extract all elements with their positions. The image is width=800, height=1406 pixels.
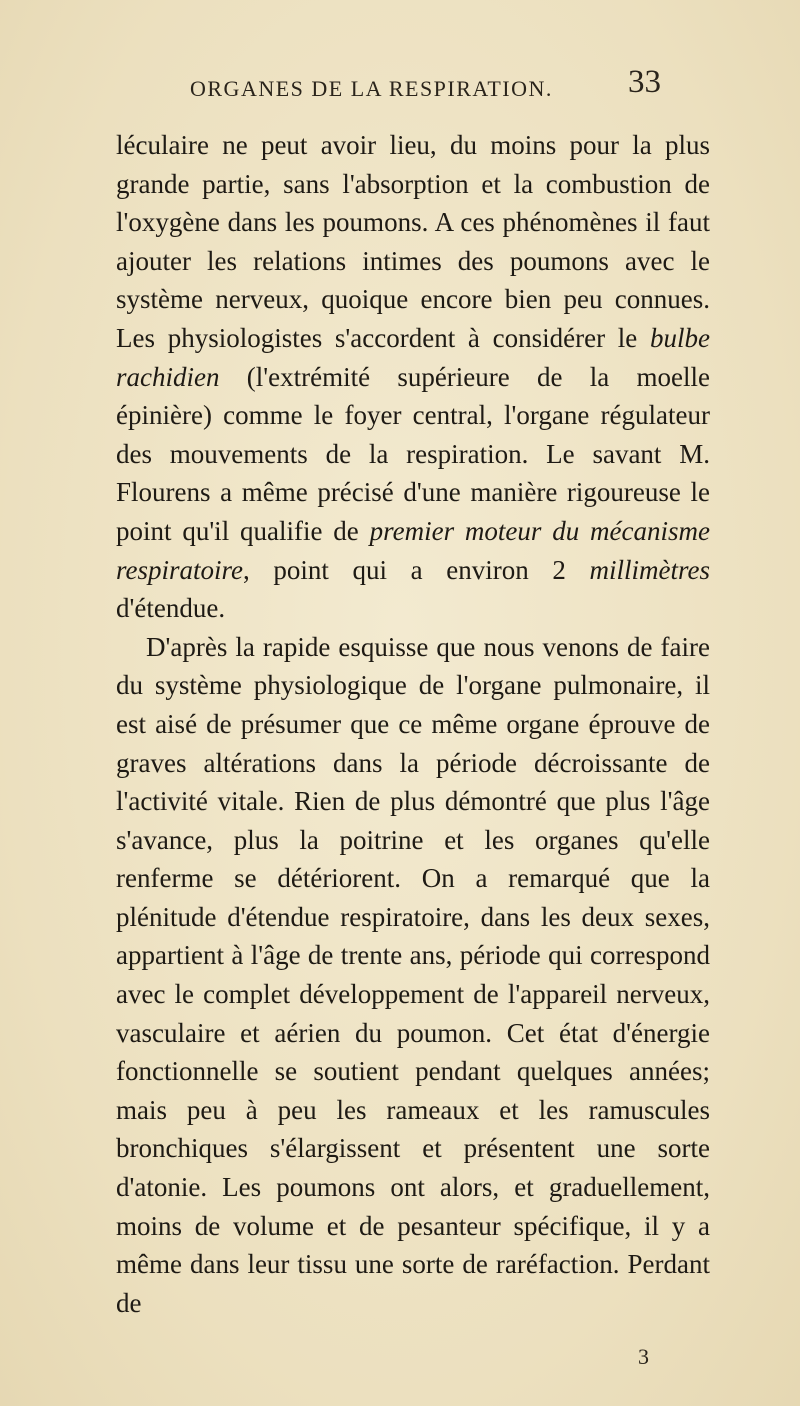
italic-term-millimetres: millimètres	[589, 554, 710, 585]
paragraph-1-text-c: , point qui a environ 2	[243, 554, 590, 585]
paragraph-1-text-d: d'étendue.	[116, 593, 226, 624]
italic-term-bulbe-rachidien: bulbe rachidien	[116, 322, 710, 392]
italic-term-premier-moteur: premier moteur du mécanisme respiratoire	[116, 515, 710, 585]
running-title: ORGANES DE LA RESPIRATION.	[190, 76, 553, 101]
signature-mark: 3	[638, 1344, 649, 1369]
paragraph-1	[116, 126, 710, 628]
paragraph-1-text-a: léculaire ne peut avoir lieu, du moins pour la plus grande partie, sans l'absorption et la combustion de l'oxygène dans les poumons. A ces phénomènes il faut ajouter les relations intimes des poumons avec le système nerveux, quoique encore bien peu connues. Les physiologistes s'accordent à considérer le	[116, 130, 710, 353]
body-text	[116, 126, 710, 1322]
page-number: 33	[628, 64, 661, 100]
paragraph-1-text-b: (l'extrémité supérieure de la moelle épinière) comme le foyer central, l'organe régulateur des mouvements de la respiration. Le savant M. Flourens a même précisé d'une manière rigoureuse le point qu'il qualifie de	[116, 361, 710, 546]
paragraph-2: D'après la rapide esquisse que nous venons de faire du système physiologique de l'organe pulmonaire, il est aisé de présumer que ce même organe éprouve de graves altérations dans la période décroissante de l'activité vitale. Rien de plus démontré que plus l'âge s'avance, plus la poitrine et les organes qu'elle renferme se détériorent. On a remarqué que la plénitude d'étendue respiratoire, dans les deux sexes, appartient à l'âge de trente ans, période qui correspond avec le complet développement de l'appareil nerveux, vasculaire et aérien du poumon. Cet état d'énergie fonctionnelle se soutient pendant quelques années; mais peu à peu les rameaux et les ramuscules bronchiques s'élargissent et présentent une sorte d'atonie. Les poumons ont alors, et graduellement, moins de volume et de pesanteur spécifique, il y a même dans leur tissu une sorte de raréfaction. Perdant de	[116, 631, 710, 1318]
